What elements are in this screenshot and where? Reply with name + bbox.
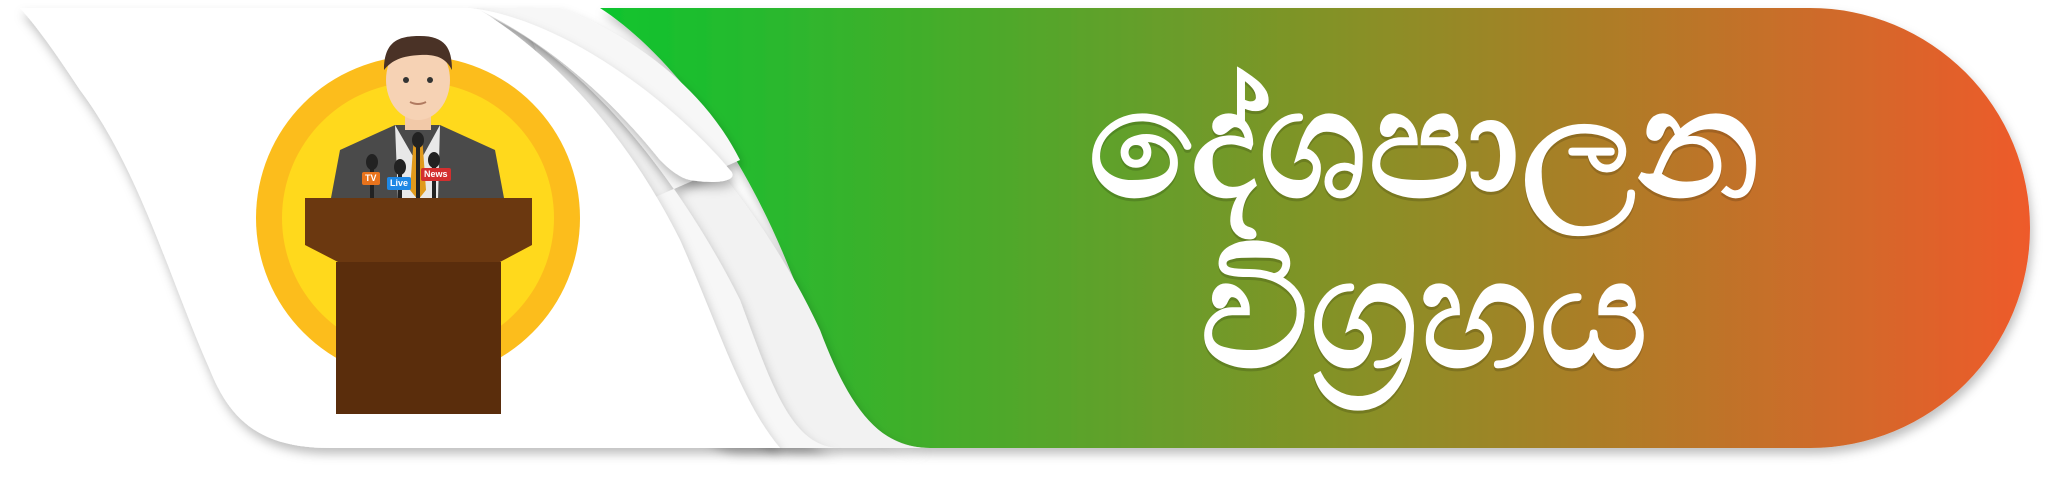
mic-label-live: Live	[387, 177, 411, 190]
mic-label-news: News	[421, 168, 451, 181]
mic-label-tv: TV	[362, 172, 380, 185]
title-line-2: විග්‍රහය	[1200, 228, 1650, 402]
banner-title	[900, 60, 1950, 400]
title-line-1: දේශපාලන	[1088, 58, 1762, 232]
